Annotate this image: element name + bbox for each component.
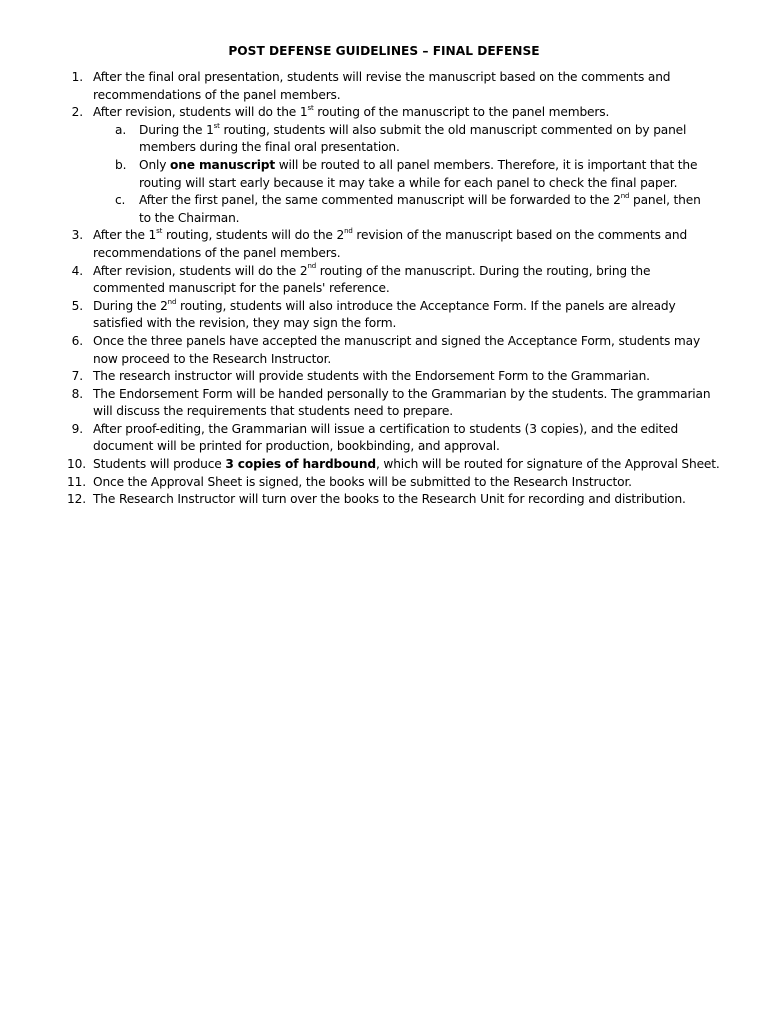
item-text: During the 2nd routing, students will also introduce the Acceptance Form. If the panels are already satisfied with the revision, they may sign the form. bbox=[93, 297, 676, 331]
item-text: Once the Approval Sheet is signed, the books will be submitted to the Research Instructor. bbox=[93, 474, 632, 489]
item-number: 10. bbox=[67, 457, 86, 472]
item-text: After revision, students will do the 2nd routing of the manuscript. During the routing, bring the commented manuscript for the panels' reference. bbox=[93, 262, 651, 296]
list-item bbox=[0, 227, 723, 262]
guidelines-list bbox=[0, 69, 768, 509]
item-number: 9. bbox=[71, 421, 83, 436]
sub-item-letter: c. bbox=[115, 193, 126, 208]
sub-list-item bbox=[93, 192, 714, 227]
list-item bbox=[0, 421, 723, 456]
list-item bbox=[0, 474, 723, 492]
sub-list-item bbox=[93, 157, 714, 192]
item-number: 8. bbox=[71, 386, 83, 401]
list-item bbox=[0, 333, 723, 368]
item-text: The Research Instructor will turn over the books to the Research Unit for recording and distribution. bbox=[93, 492, 686, 507]
sub-list bbox=[93, 122, 723, 228]
list-item bbox=[0, 368, 723, 386]
list-item bbox=[0, 386, 723, 421]
document-title: POST DEFENSE GUIDELINES – FINAL DEFENSE bbox=[228, 44, 540, 58]
sub-item-text: Only one manuscript will be routed to all panel members. Therefore, it is important that the routing will start early because it may take a while for each panel to check the final paper. bbox=[139, 157, 698, 190]
item-text: After the 1st routing, students will do the 2nd revision of the manuscript based on the comments and recommendations of the panel members. bbox=[93, 227, 688, 260]
item-number: 2. bbox=[71, 105, 83, 120]
list-item bbox=[0, 263, 723, 298]
sub-item-letter: b. bbox=[115, 157, 127, 172]
item-text: The Endorsement Form will be handed personally to the Grammarian by the students. The grammarian will discuss the requirements that students need to prepare. bbox=[93, 386, 711, 419]
item-number: 7. bbox=[71, 369, 83, 384]
item-text: After the final oral presentation, students will revise the manuscript based on the comments and recommendations of the panel members. bbox=[93, 70, 671, 102]
item-text: Students will produce 3 copies of hardbound, which will be routed for signature of the Approval Sheet. bbox=[93, 457, 720, 472]
list-item bbox=[0, 69, 723, 104]
list-item bbox=[0, 298, 723, 333]
list-item bbox=[0, 104, 723, 227]
item-number: 4. bbox=[71, 263, 83, 278]
sub-item-text: During the 1st routing, students will also submit the old manuscript commented on by panel members during the final oral presentation. bbox=[139, 121, 687, 155]
item-number: 6. bbox=[71, 333, 83, 348]
item-number: 5. bbox=[71, 298, 83, 313]
item-number: 1. bbox=[71, 70, 83, 84]
item-text: After proof-editing, the Grammarian will issue a certification to students (3 copies), and the edited document will be printed for production, bookbinding, and approval. bbox=[93, 421, 679, 454]
item-number: 12. bbox=[67, 492, 86, 507]
item-number: 3. bbox=[71, 228, 83, 243]
sub-item-letter: a. bbox=[115, 122, 127, 137]
sub-list-item bbox=[93, 122, 714, 157]
list-item bbox=[0, 491, 723, 509]
item-text: Once the three panels have accepted the manuscript and signed the Acceptance Form, students may now proceed to the Research Instructor. bbox=[93, 333, 701, 366]
item-text: The research instructor will provide students with the Endorsement Form to the Grammarian. bbox=[93, 369, 650, 384]
item-number: 11. bbox=[67, 474, 86, 489]
sub-item-text: After the first panel, the same commented manuscript will be forwarded to the 2nd panel, then to the Chairman. bbox=[139, 192, 701, 225]
item-text: After revision, students will do the 1st routing of the manuscript to the panel members. bbox=[93, 104, 610, 120]
list-item bbox=[0, 456, 723, 474]
